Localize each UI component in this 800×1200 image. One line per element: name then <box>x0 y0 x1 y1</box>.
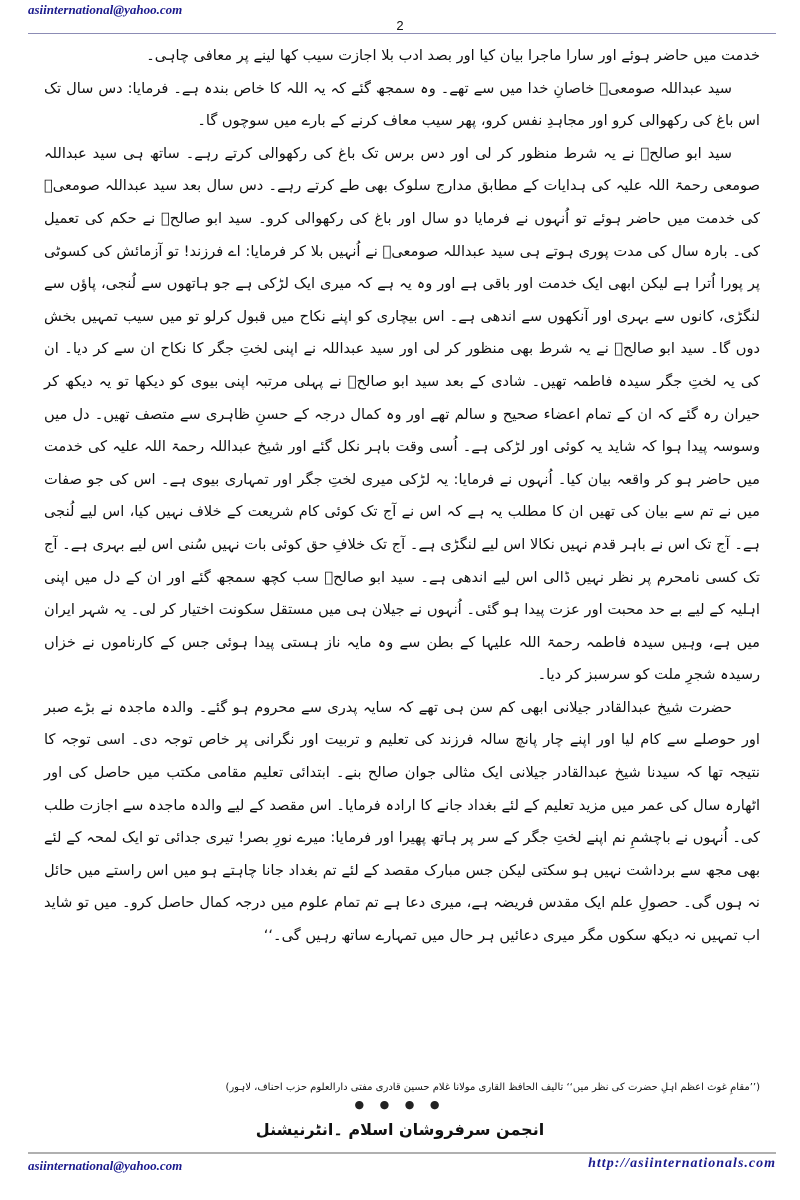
organization-name: انجمن سرفروشان اسلام ۔انٹرنیشنل <box>255 1120 545 1139</box>
paragraph-4: حضرت شیخ عبدالقادر جیلانی ابھی کم سن ہی تھے کہ سایہ پدری سے محروم ہو گئے۔ والدہ ماجدہ نے بڑے صبر اور حوصلے سے کام لیا اور اپنے چار پانچ سالہ فرزند کی تعلیم و تربیت اور نگرانی پر خاص توجہ دی۔ اسی توجہ کا نتیجہ تھا کہ سیدنا شیخ عبدالقادر جیلانی ایک مثالی جوان صالح بنے۔ ابتدائی تعلیم مقامی مکتب میں حاصل کی اور اٹھارہ سال کی عمر میں مزید تعلیم کے لئے بغداد جانے کا ارادہ فرمایا۔ اس مقصد کے لیے والدہ ماجدہ سے اجازت طلب کی۔ اُنہوں نے باچشمِ نم اپنے لختِ جگر کے سر پر ہاتھ پھیرا اور فرمایا: میرے نورِ بصر! تیری جدائی تو ایک لمحہ کے لئے بھی مجھ سے برداشت نہیں ہو سکتی لیکن جس مبارک مقصد کے لئے تم بغداد جانا چاہتے ہو میں اس راستے میں حائل نہ ہوں گی۔ حصولِ علم ایک مقدس فریضہ ہے، میری دعا ہے تم تمام علوم میں درجہ کمال حاصل کرو۔ میں تو شاید اب تمہیں نہ دیکھ سکوں مگر میری دعائیں ہر حال میں تمہارے ساتھ رہیں گی۔‘‘ <box>44 698 760 945</box>
paragraph-1: خدمت میں حاضر ہوئے اور سارا ماجرا بیان کیا اور بصد ادب بلا اجازت سیب کھا لینے پر معافی چاہی۔ <box>146 47 760 64</box>
page-number: 2 <box>396 18 404 33</box>
footer-email-link[interactable]: asiinternational@yahoo.com <box>28 1158 183 1173</box>
article-body <box>44 40 760 953</box>
footer-divider <box>28 1152 776 1154</box>
header-divider <box>28 33 776 34</box>
paragraph-3: سید ابو صالحؒ نے یہ شرط منظور کر لی اور دس برس تک باغ کی رکھوالی کرتے رہے۔ ساتھ ہی سید عبداللہ صومعی رحمۃ اللہ علیہ کی ہدایات کے مطابق مدارج سلوک بھی طے کرتے رہے۔ دس سال بعد سید عبداللہ صومعیؒ کی خدمت میں حاضر ہوئے تو اُنہوں نے فرمایا دو سال اور باغ کی رکھوالی کرو۔ سید ابو صالحؒ نے حکم کی تعمیل کی۔ بارہ سال کی مدت پوری ہوتے ہی سید عبداللہ صومعیؒ نے اُنہیں بلا کر فرمایا: اے فرزند! تو آزمائش کی کسوٹی پر پورا اُترا ہے لیکن ابھی ایک خدمت اور باقی ہے اور وہ یہ ہے کہ میری ایک لڑکی ہے جو ہاتھوں سے لُنجی، پاؤں سے لنگڑی، کانوں سے بہری اور آنکھوں سے اندھی ہے۔ اس بیچاری کو اپنے نکاح میں قبول کرلو تو میں سیب تمہیں بخش دوں گا۔ سید ابو صالحؒ نے یہ شرط بھی منظور کر لی اور سید عبداللہ نے اپنی لختِ جگر کا نکاح ان سے کر دیا۔ ان کی یہ لختِ جگر سیدہ فاطمہ تھیں۔ شادی کے بعد سید ابو صالحؒ نے پہلی مرتبہ اپنی بیوی کو دیکھا تو یہ دیکھ کر حیران رہ گئے کہ ان کے تمام اعضاء صحیح و سالم تھے اور وہ کمال درجہ کے حسنِ ظاہری سے متصف تھیں۔ دل میں وسوسہ پیدا ہوا کہ شاید یہ کوئی اور لڑکی ہے۔ اُسی وقت باہر نکل گئے اور شیخ عبداللہ رحمۃ اللہ علیہ کی خدمت میں حاضر ہو کر واقعہ بیان کیا۔ اُنہوں نے فرمایا: یہ لڑکی میری لختِ جگر اور تمہاری بیوی ہے۔ اس کی جو صفات میں نے تم سے بیان کی تھیں ان کا مطلب یہ ہے کہ اس نے آج تک کوئی کام شریعت کے خلاف نہیں کیا، اس لیے لُنجی ہے۔ آج تک اس نے باہر قدم نہیں نکالا اس لیے لنگڑی ہے۔ آج تک خلافِ حق کوئی بات نہیں سُنی اس لیے بہری ہے۔ آج تک کسی نامحرم پر نظر نہیں ڈالی اس لیے اندھی ہے۔ سید ابو صالحؒ سب کچھ سمجھ گئے اور ان کے دل میں اپنی اہلیہ کے لیے بے حد محبت اور عزت پیدا ہو گئی۔ اُنہوں نے جیلان ہی میں مستقل سکونت اختیار کر لی۔ یہ شہر ایران میں ہے، وہیں سیدہ فاطمہ رحمۃ اللہ علیہا کے بطن سے وہ مایہ ناز ہستی پیدا ہوئی جس کے کارناموں نے خزاں رسیدہ شجرِ ملت کو سرسبز کر دیا۔ <box>44 144 760 684</box>
section-divider-dots: ● ● ● ● <box>354 1098 446 1111</box>
header-email-link[interactable]: asiinternational@yahoo.com <box>28 2 183 17</box>
paragraph-2: سید عبداللہ صومعیؒ خاصانِ خدا میں سے تھے۔ وہ سمجھ گئے کہ یہ اللہ کا خاص بندہ ہے۔ فرمایا: دس سال تک اس باغ کی رکھوالی کرو اور مجاہدِ نفس کرو، پھر سیب معاف کرنے کے بارے میں سوچوں گا۔ <box>44 79 760 130</box>
source-citation: (’’مقامِ غوث اعظم اہلِ حضرت کی نظر میں‘‘ تالیف الحافظ القاری مولانا غلام حسین قادری مفتی دارالعلوم حزب احناف، لاہور) <box>225 1082 760 1093</box>
footer-website-link[interactable]: http://asiinternationals.com <box>588 1156 776 1171</box>
